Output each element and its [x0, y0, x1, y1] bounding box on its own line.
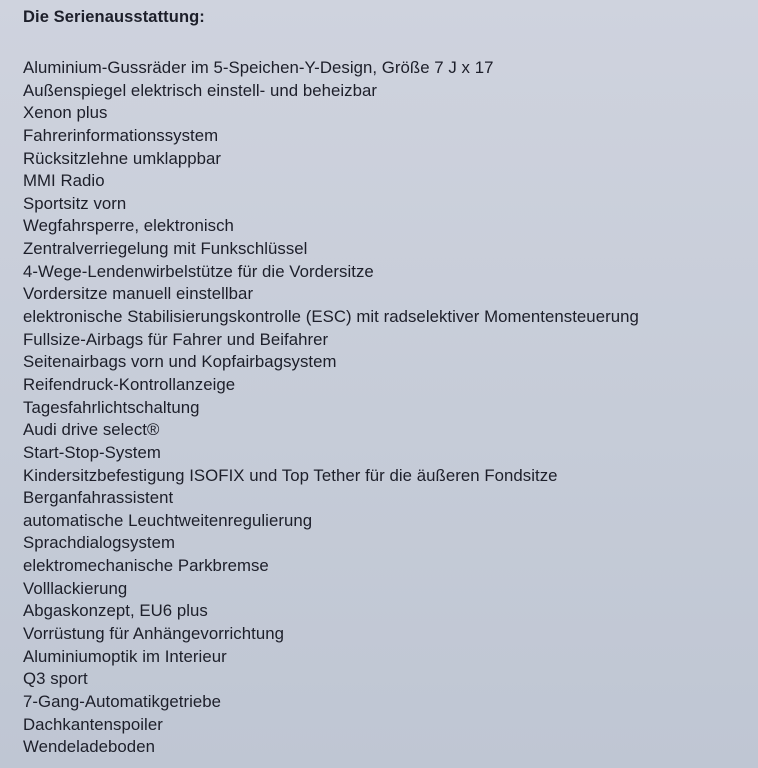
list-item: 7-Gang-Automatikgetriebe: [23, 691, 222, 711]
list-item: Vorrüstung für Anhängevorrichtung: [23, 624, 284, 644]
list-item: elektronische Stabilisierungskontrolle (ESC) mit radselektiver Momentensteuerung: [23, 307, 639, 327]
list-item: Wendeladeboden: [23, 737, 155, 757]
list-item: Tagesfahrlichtschaltung: [23, 397, 200, 417]
list-item: Kindersitzbefestigung ISOFIX und Top Tether für die äußeren Fondsitze: [23, 465, 558, 485]
list-item: 4-Wege-Lendenwirbelstütze für die Vordersitze: [23, 261, 374, 281]
list-item: Seitenairbags vorn und Kopfairbagsystem: [23, 352, 337, 372]
list-item: Audi drive select®: [23, 420, 160, 440]
list-item: Sprachdialogsystem: [23, 533, 176, 553]
list-item: Zentralverriegelung mit Funkschlüssel: [23, 239, 308, 259]
equipment-list: [23, 57, 748, 759]
list-item: Start-Stop-System: [23, 442, 161, 462]
list-item: automatische Leuchtweitenregulierung: [23, 510, 313, 530]
list-item: Fahrerinformationssystem: [23, 125, 219, 145]
list-item: Fullsize-Airbags für Fahrer und Beifahrer: [23, 329, 329, 349]
list-item: Dachkantenspoiler: [23, 714, 163, 734]
list-item: Volllackierung: [23, 578, 128, 598]
list-item: Rücksitzlehne umklappbar: [23, 148, 222, 168]
list-item: Reifendruck-Kontrollanzeige: [23, 374, 236, 394]
list-item: MMI Radio: [23, 171, 105, 191]
document: [23, 6, 748, 759]
list-item: Q3 sport: [23, 669, 88, 689]
list-item: Sportsitz vorn: [23, 193, 127, 213]
list-item: Aluminiumoptik im Interieur: [23, 646, 227, 666]
list-item: Xenon plus: [23, 103, 108, 123]
list-item: Abgaskonzept, EU6 plus: [23, 601, 208, 621]
list-item: Aluminium-Gussräder im 5-Speichen-Y-Design, Größe 7 J x 17: [23, 58, 494, 77]
list-item: Außenspiegel elektrisch einstell- und beheizbar: [23, 80, 378, 100]
list-item: Berganfahrassistent: [23, 488, 174, 508]
list-item: Wegfahrsperre, elektronisch: [23, 216, 234, 236]
list-item: elektromechanische Parkbremse: [23, 556, 269, 576]
document-heading: Die Serienausstattung:: [23, 8, 205, 26]
list-item: Vordersitze manuell einstellbar: [23, 284, 254, 304]
